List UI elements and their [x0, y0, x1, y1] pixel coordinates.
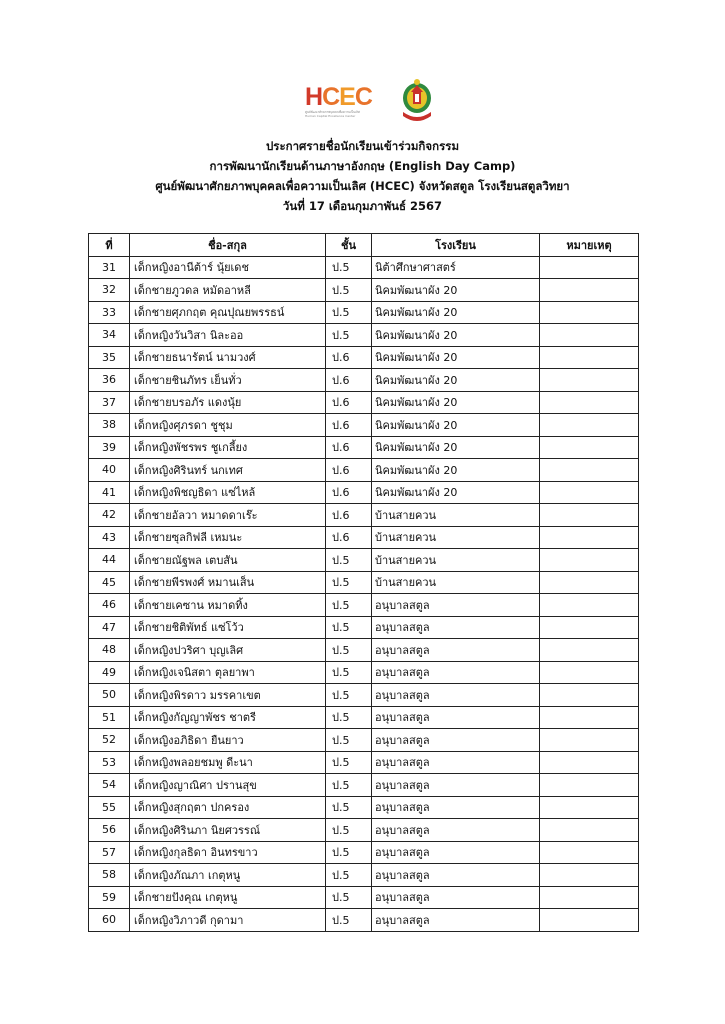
note-cell [540, 301, 639, 324]
school-cell: อนุบาลสตูล [372, 661, 540, 684]
table-row [89, 256, 639, 279]
grade-cell: ป.5 [326, 301, 372, 324]
row-number-cell: 58 [89, 864, 130, 887]
column-header-school: โรงเรียน [372, 234, 540, 257]
row-number-cell: 49 [89, 661, 130, 684]
school-cell: บ้านสายควน [372, 526, 540, 549]
student-name-cell: เด็กหญิงพลอยชมพู ดีะนา [130, 751, 326, 774]
header-activity: การพัฒนานักเรียนด้านภาษาอังกฤษ (English Day Camp) [209, 159, 516, 173]
school-cell: นิคมพัฒนาผัง 20 [372, 391, 540, 414]
row-number-cell: 34 [89, 324, 130, 347]
grade-cell: ป.5 [326, 774, 372, 797]
hcec-logo-subtitle-en: Human Capital Excellence Center [305, 114, 356, 118]
table-row [89, 549, 639, 572]
grade-cell: ป.6 [326, 391, 372, 414]
grade-cell: ป.5 [326, 864, 372, 887]
grade-cell: ป.5 [326, 324, 372, 347]
row-number-cell: 52 [89, 729, 130, 752]
note-cell [540, 796, 639, 819]
note-cell [540, 436, 639, 459]
row-number-cell: 60 [89, 909, 130, 932]
row-number-cell: 31 [89, 256, 130, 279]
table-row [89, 819, 639, 842]
student-name-cell: เด็กหญิงวันวิสา นิละออ [130, 324, 326, 347]
school-cell: นิคมพัฒนาผัง 20 [372, 279, 540, 302]
hcec-logo-letter: C [322, 83, 340, 111]
school-cell: บ้านสายควน [372, 504, 540, 527]
school-cell: นิคมพัฒนาผัง 20 [372, 459, 540, 482]
student-name-cell: เด็กชายพีรพงศ์ หมานเส็น [130, 571, 326, 594]
note-cell [540, 594, 639, 617]
note-cell [540, 459, 639, 482]
note-cell [540, 369, 639, 392]
note-cell [540, 504, 639, 527]
student-name-cell: เด็กชายชิติพัทธ์ แซ่โว้ว [130, 616, 326, 639]
school-cell: อนุบาลสตูล [372, 886, 540, 909]
note-cell [540, 684, 639, 707]
grade-cell: ป.5 [326, 886, 372, 909]
table-row [89, 301, 639, 324]
table-row [89, 639, 639, 662]
row-number-cell: 40 [89, 459, 130, 482]
hcec-logo-letter: E [339, 83, 355, 111]
note-cell [540, 324, 639, 347]
row-number-cell: 59 [89, 886, 130, 909]
school-cell: อนุบาลสตูล [372, 909, 540, 932]
student-name-cell: เด็กหญิงศิรินทร์ นกเทศ [130, 459, 326, 482]
column-header-number: ที่ [89, 234, 130, 257]
note-cell [540, 526, 639, 549]
school-cell: อนุบาลสตูล [372, 774, 540, 797]
row-number-cell: 56 [89, 819, 130, 842]
school-cell: อนุบาลสตูล [372, 594, 540, 617]
row-number-cell: 32 [89, 279, 130, 302]
grade-cell: ป.5 [326, 706, 372, 729]
row-number-cell: 50 [89, 684, 130, 707]
note-cell [540, 571, 639, 594]
school-cell: อนุบาลสตูล [372, 639, 540, 662]
header-title: ประกาศรายชื่อนักเรียนเข้าร่วมกิจกรรม [265, 139, 460, 153]
document-header [0, 136, 725, 216]
school-cell: อนุบาลสตูล [372, 684, 540, 707]
student-name-cell: เด็กชายซุลกิฟลี เหมนะ [130, 526, 326, 549]
school-cell: อนุบาลสตูล [372, 819, 540, 842]
student-roster-table [88, 233, 639, 932]
hcec-logo [305, 84, 377, 124]
table-row [89, 864, 639, 887]
grade-cell: ป.5 [326, 639, 372, 662]
table-row [89, 841, 639, 864]
row-number-cell: 47 [89, 616, 130, 639]
student-name-cell: เด็กชายอัลวา หมาดดาเร๊ะ [130, 504, 326, 527]
grade-cell: ป.5 [326, 256, 372, 279]
school-cell: นิคมพัฒนาผัง 20 [372, 481, 540, 504]
student-name-cell: เด็กชายบรอภัร แดงนุ้ย [130, 391, 326, 414]
note-cell [540, 391, 639, 414]
note-cell [540, 751, 639, 774]
table-row [89, 369, 639, 392]
student-name-cell: เด็กชายชินภัทร เย็นทั่ว [130, 369, 326, 392]
row-number-cell: 38 [89, 414, 130, 437]
hcec-logo-letter: C [354, 83, 372, 111]
note-cell [540, 909, 639, 932]
student-name-cell: เด็กหญิงศิรินภา นิยศวรรณ์ [130, 819, 326, 842]
column-header-grade: ชั้น [326, 234, 372, 257]
grade-cell: ป.5 [326, 279, 372, 302]
row-number-cell: 44 [89, 549, 130, 572]
student-name-cell: เด็กหญิงเจนิสตา ตุลยาพา [130, 661, 326, 684]
row-number-cell: 45 [89, 571, 130, 594]
hcec-logo-letter: H [305, 83, 323, 111]
student-name-cell: เด็กหญิงกัญญาพัชร ชาตรี [130, 706, 326, 729]
table-row [89, 571, 639, 594]
school-cell: นิคมพัฒนาผัง 20 [372, 414, 540, 437]
table-row [89, 774, 639, 797]
grade-cell: ป.6 [326, 369, 372, 392]
school-cell: นิต้าศึกษาศาสตร์ [372, 256, 540, 279]
student-name-cell: เด็กหญิงสุกฤตา ปกครอง [130, 796, 326, 819]
note-cell [540, 256, 639, 279]
school-cell: อนุบาลสตูล [372, 616, 540, 639]
note-cell [540, 549, 639, 572]
grade-cell: ป.6 [326, 414, 372, 437]
hcec-logo-subtitle-th: ศูนย์พัฒนาศักยภาพบุคคลเพื่อความเป็นเลิศ [305, 110, 360, 114]
row-number-cell: 57 [89, 841, 130, 864]
grade-cell: ป.5 [326, 909, 372, 932]
student-name-cell: เด็กชายณัฐพล เตบสัน [130, 549, 326, 572]
school-cell: นิคมพัฒนาผัง 20 [372, 369, 540, 392]
student-name-cell: เด็กชายธนารัตน์ นามวงศ์ [130, 346, 326, 369]
grade-cell: ป.5 [326, 684, 372, 707]
school-cell: นิคมพัฒนาผัง 20 [372, 436, 540, 459]
note-cell [540, 661, 639, 684]
student-name-cell: เด็กชายปังคุณ เกตุหนู [130, 886, 326, 909]
school-cell: อนุบาลสตูล [372, 729, 540, 752]
row-number-cell: 54 [89, 774, 130, 797]
school-cell: นิคมพัฒนาผัง 20 [372, 324, 540, 347]
note-cell [540, 864, 639, 887]
student-name-cell: เด็กหญิงปวริศา บุญเลิศ [130, 639, 326, 662]
student-name-cell: เด็กหญิงพัชรพร ชูเกลี้ยง [130, 436, 326, 459]
school-cell: อนุบาลสตูล [372, 841, 540, 864]
student-name-cell: เด็กชายภูวดล หมัดอาหลี [130, 279, 326, 302]
grade-cell: ป.5 [326, 661, 372, 684]
student-name-cell: เด็กหญิงอานีต้าร์ นุ้ยเดช [130, 256, 326, 279]
row-number-cell: 43 [89, 526, 130, 549]
hcec-logo-mark [305, 84, 377, 110]
table-row [89, 279, 639, 302]
student-name-cell: เด็กหญิงพิชญธิดา แซ่ไหล้ [130, 481, 326, 504]
column-header-name: ชื่อ-สกุล [130, 234, 326, 257]
table-row [89, 886, 639, 909]
table-row [89, 346, 639, 369]
grade-cell: ป.6 [326, 504, 372, 527]
row-number-cell: 35 [89, 346, 130, 369]
student-name-cell: เด็กหญิงพิรดาว มรรคาเขต [130, 684, 326, 707]
note-cell [540, 841, 639, 864]
row-number-cell: 48 [89, 639, 130, 662]
table-row [89, 459, 639, 482]
table-row [89, 909, 639, 932]
student-name-cell: เด็กหญิงญาณิศา ปรานสุข [130, 774, 326, 797]
row-number-cell: 42 [89, 504, 130, 527]
table-row [89, 751, 639, 774]
student-name-cell: เด็กหญิงศุภรดา ชูชุม [130, 414, 326, 437]
note-cell [540, 706, 639, 729]
table-header-row [89, 234, 639, 257]
student-name-cell: เด็กชายเคซาน หมาดทิ้ง [130, 594, 326, 617]
table-row [89, 729, 639, 752]
column-header-note: หมายเหตุ [540, 234, 639, 257]
table-row [89, 391, 639, 414]
student-name-cell: เด็กหญิงอภิธิดา ยืนยาว [130, 729, 326, 752]
grade-cell: ป.6 [326, 481, 372, 504]
grade-cell: ป.5 [326, 729, 372, 752]
grade-cell: ป.5 [326, 841, 372, 864]
student-name-cell: เด็กหญิงภัณภา เกตุหนู [130, 864, 326, 887]
school-cell: อนุบาลสตูล [372, 751, 540, 774]
note-cell [540, 279, 639, 302]
note-cell [540, 414, 639, 437]
row-number-cell: 39 [89, 436, 130, 459]
school-cell: นิคมพัฒนาผัง 20 [372, 301, 540, 324]
grade-cell: ป.5 [326, 751, 372, 774]
table-row [89, 706, 639, 729]
row-number-cell: 36 [89, 369, 130, 392]
school-cell: อนุบาลสตูล [372, 706, 540, 729]
table-row [89, 414, 639, 437]
school-seal-icon [397, 76, 437, 124]
row-number-cell: 37 [89, 391, 130, 414]
row-number-cell: 51 [89, 706, 130, 729]
table-row [89, 796, 639, 819]
table-row [89, 684, 639, 707]
table-row [89, 526, 639, 549]
table-row [89, 481, 639, 504]
table-row [89, 324, 639, 347]
row-number-cell: 55 [89, 796, 130, 819]
note-cell [540, 729, 639, 752]
grade-cell: ป.5 [326, 819, 372, 842]
grade-cell: ป.5 [326, 571, 372, 594]
student-name-cell: เด็กหญิงวิภาวดี กุดามา [130, 909, 326, 932]
school-cell: บ้านสายควน [372, 571, 540, 594]
note-cell [540, 886, 639, 909]
note-cell [540, 481, 639, 504]
grade-cell: ป.6 [326, 526, 372, 549]
note-cell [540, 616, 639, 639]
row-number-cell: 33 [89, 301, 130, 324]
note-cell [540, 774, 639, 797]
table-row [89, 504, 639, 527]
school-cell: อนุบาลสตูล [372, 864, 540, 887]
school-cell: บ้านสายควน [372, 549, 540, 572]
school-cell: นิคมพัฒนาผัง 20 [372, 346, 540, 369]
student-name-cell: เด็กหญิงกุลธิดา อินทรขาว [130, 841, 326, 864]
table-row [89, 661, 639, 684]
header-date: วันที่ 17 เดือนกุมภาพันธ์ 2567 [282, 199, 443, 213]
grade-cell: ป.5 [326, 594, 372, 617]
grade-cell: ป.5 [326, 796, 372, 819]
grade-cell: ป.5 [326, 549, 372, 572]
table-row [89, 436, 639, 459]
grade-cell: ป.6 [326, 346, 372, 369]
grade-cell: ป.5 [326, 616, 372, 639]
note-cell [540, 639, 639, 662]
school-cell: อนุบาลสตูล [372, 796, 540, 819]
note-cell [540, 819, 639, 842]
row-number-cell: 46 [89, 594, 130, 617]
note-cell [540, 346, 639, 369]
logo-bar [0, 76, 725, 126]
student-name-cell: เด็กชายศุภกฤต คุณปุณยพรรธน์ [130, 301, 326, 324]
table-row [89, 616, 639, 639]
row-number-cell: 41 [89, 481, 130, 504]
table-body [89, 256, 639, 931]
table-row [89, 594, 639, 617]
row-number-cell: 53 [89, 751, 130, 774]
grade-cell: ป.6 [326, 436, 372, 459]
header-organizer: ศูนย์พัฒนาศักยภาพบุคคลเพื่อความเป็นเลิศ (HCEC) จังหวัดสตูล โรงเรียนสตูลวิทยา [155, 179, 570, 193]
grade-cell: ป.6 [326, 459, 372, 482]
